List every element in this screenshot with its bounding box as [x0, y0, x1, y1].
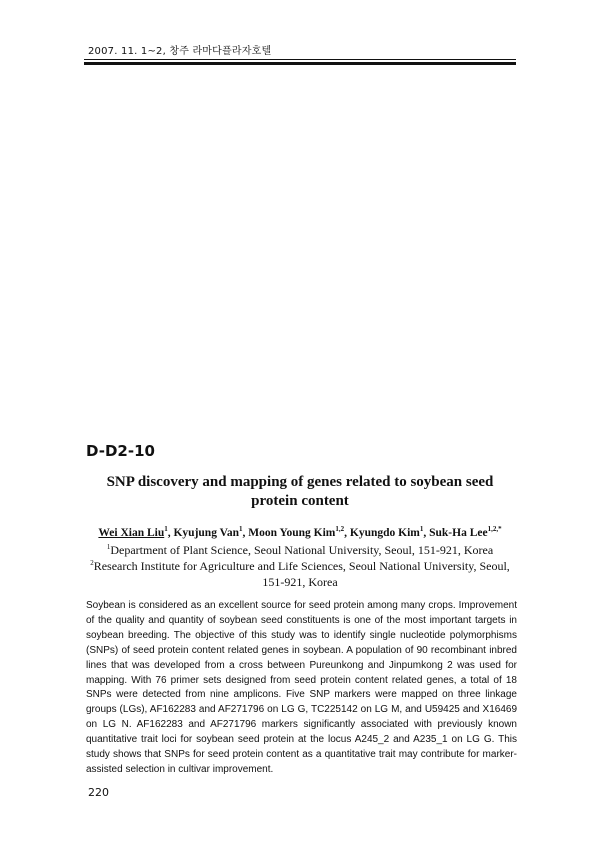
header-rule-thick: [84, 62, 516, 65]
author-affiliation-mark: 1,2,*: [487, 525, 502, 533]
author-name: Kyungdo Kim: [349, 527, 420, 539]
session-code: D-D2-10: [86, 442, 155, 460]
author-list: Wei Xian Liu$^1$, Kyujung Van$^1$, Moon Young Kim$^{1,2}$, Kyungdo Kim$^1$, Suk-Ha Lee$^{1,2,*}$: [98, 525, 502, 539]
header-rule-thin: [84, 59, 516, 60]
author-name: Wei Xian Liu: [98, 527, 165, 539]
affiliation-2: [84, 555, 516, 590]
running-header: 2007. 11. 1~2, 창주 라마다플라자호텔: [88, 46, 272, 57]
affiliation-text: Research Institute for Agriculture and Life Sciences, Seoul National University, Seoul, 151-921, Korea: [93, 559, 510, 589]
paper-title: SNP discovery and mapping of genes related to soybean seed protein content: [106, 474, 494, 509]
affiliation-mark: 1: [106, 543, 111, 551]
affiliation-mark: 2: [90, 559, 94, 567]
author-affiliation-mark: 1: [164, 525, 168, 533]
author-affiliation-mark: 1: [419, 525, 424, 533]
author-name: Suk-Ha Lee: [429, 527, 488, 539]
author-affiliation-mark: 1: [239, 525, 243, 533]
author-name: Moon Young Kim: [248, 527, 336, 539]
page-number: 220: [88, 786, 109, 799]
affiliation-text: Department of Plant Science, Seoul National University, Seoul, 151-921, Korea: [110, 543, 494, 557]
author-name: Kyujung Van: [173, 527, 240, 539]
author-affiliation-mark: 1,2: [335, 525, 345, 533]
abstract-text: Soybean is considered as an excellent source for seed protein among many crops. Improvement of the quality and quantity of soybean seed constituents is one of the most important targets in soybean breeding. The objective of this study was to identify single nucleotide polymorphisms (SNPs) of seed protein content related genes in soybean. A population of 90 recombinant inbred lines that was developed from a cross between Pureunkong and Jinpumkong 2 was used for mapping. With 76 primer sets designed from seed protein content related genes, a total of 18 SNPs were detected from nine amplicons. Five SNP markers were mapped on three linkage groups (LGs), AF162283 and AF271796 on LG G, TC225142 on LG M, and U59425 and X16469 on LG N. AF162283 and AF271796 markers significantly associated with previously known quantitative trait loci for soybean seed protein at the locus A245_2 and A235_1 on LG G. This study shows that SNPs for seed protein content as a quantitative trait may contribute for marker-assisted selection in cultivar improvement.: [86, 600, 517, 775]
